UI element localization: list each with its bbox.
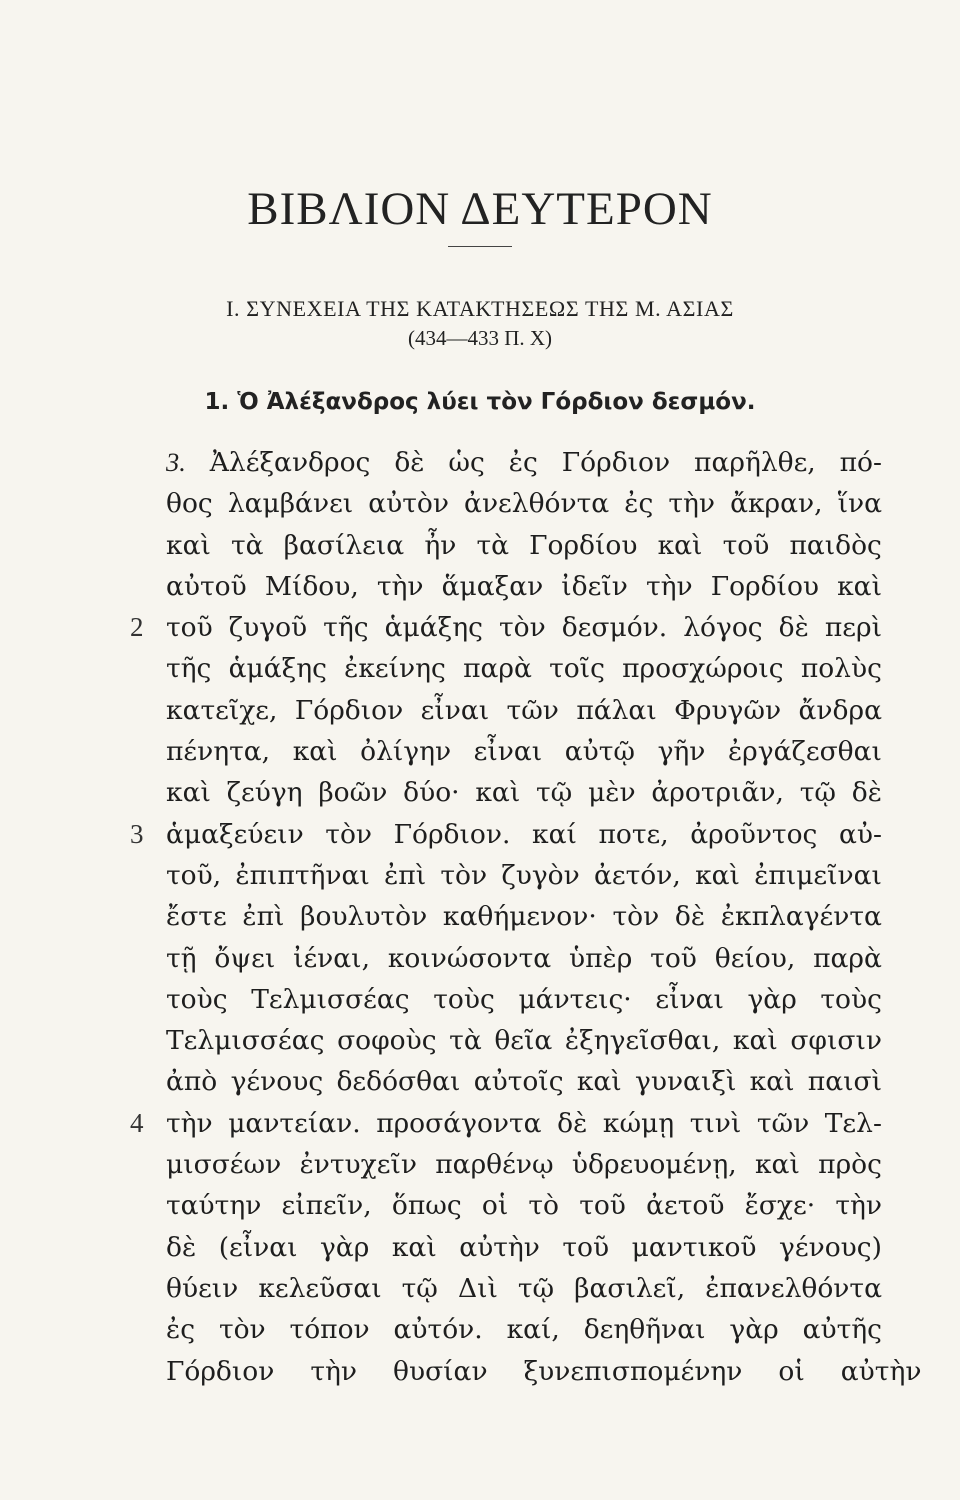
text-line [166, 1309, 882, 1350]
text-line [130, 814, 882, 855]
text-line [166, 483, 882, 524]
word: παρὰ [813, 942, 882, 974]
word: προσχώροις [622, 653, 784, 685]
word: ζυγὸν [501, 859, 580, 891]
word: ὀλίγην [360, 736, 452, 768]
word: καί [532, 818, 577, 850]
word: τοῦ [579, 1190, 626, 1222]
word: δύο· [403, 777, 460, 809]
word: παισὶ [807, 1066, 882, 1098]
word: κοινώσοντα [387, 942, 552, 974]
word: ἰδεῖν [561, 570, 628, 602]
word: ποτε, [598, 818, 669, 850]
word: τινὶ [689, 1107, 742, 1139]
word: Τελ- [824, 1107, 882, 1139]
word: ἰέναι, [293, 942, 371, 974]
word: πό- [839, 447, 882, 478]
paragraph-number: 3. [166, 447, 186, 477]
word: ἀροῦντος [690, 818, 818, 850]
word: τοῦ [650, 942, 697, 974]
word: ζεύγη [226, 777, 303, 809]
word: (εἶναι [218, 1231, 298, 1263]
word: οἱ [778, 1355, 805, 1387]
word: πένητα, [166, 736, 271, 768]
word: γένους) [779, 1231, 882, 1263]
word: αὐτὴν [840, 1355, 922, 1387]
word: καὶ [576, 1066, 622, 1098]
word: τῷ [517, 1272, 555, 1304]
word: καὶ [166, 777, 211, 809]
section-number: 2 [130, 612, 144, 643]
word: ὄψει [214, 942, 276, 974]
word: γὰρ [747, 983, 797, 1015]
word: τοῦ [722, 529, 770, 561]
word: Γόρδιον [166, 1355, 275, 1387]
text-line [166, 731, 882, 772]
word: Γόρδιον [294, 694, 404, 726]
word: τῇ [166, 942, 197, 974]
word: ἐπὶ [242, 901, 285, 933]
title-divider [448, 246, 512, 247]
word: δὲ [778, 612, 809, 644]
word: ἐκπλαγέντα [720, 901, 882, 933]
word: τῷ [401, 1272, 438, 1304]
word: καὶ [754, 1149, 800, 1181]
word: εἰπεῖν, [281, 1190, 372, 1222]
word: ταύτην [166, 1190, 262, 1222]
word: αὐτοῦ [166, 570, 247, 602]
word: τὸν [440, 859, 488, 891]
word: πάλαι [576, 694, 657, 726]
word: κώμῃ [602, 1107, 675, 1139]
word: τὴν [310, 1355, 357, 1387]
word: θεῖα [494, 1025, 553, 1057]
word: καί, [506, 1314, 560, 1346]
word: Γόρδιον [561, 447, 671, 478]
word: γένους [230, 1066, 324, 1098]
word: ἐπὶ [384, 859, 427, 891]
word: ἄνδρα [798, 694, 882, 726]
word: μάντεις· [518, 983, 632, 1015]
word: Φρυγῶν [674, 694, 782, 726]
word: παρθένῳ [435, 1149, 554, 1181]
word: ἐς [508, 447, 538, 478]
word: ἄκραν, [730, 488, 823, 520]
word: δεδόσθαι [336, 1066, 461, 1098]
word: δὲ [851, 777, 882, 809]
word: ὡς [448, 447, 485, 478]
word: θυσίαν [393, 1355, 488, 1387]
word: τοὺς [166, 983, 228, 1015]
word: ἦν [424, 529, 457, 561]
word: κατεῖχε, [166, 694, 278, 726]
word: μὲν [588, 777, 636, 809]
word: μισσέων [166, 1149, 282, 1181]
word: δεσμόν. [561, 612, 668, 644]
word: Διὶ [457, 1272, 498, 1304]
book-title: ΒΙΒΛΙΟΝ ΔΕΥΤΕΡΟΝ [247, 183, 713, 235]
word: δὲ [674, 901, 706, 933]
word: τὴν [376, 570, 424, 602]
text-line [166, 979, 882, 1020]
word: πολὺς [800, 653, 882, 685]
text-line [166, 938, 882, 979]
word: αὐτοῖς [473, 1066, 564, 1098]
text-line [166, 1061, 882, 1102]
word: καὶ [749, 1066, 795, 1098]
word: καὶ [657, 529, 703, 561]
word: Γορδίου [529, 529, 638, 561]
word: βουλυτὸν [300, 901, 428, 933]
text-line [130, 607, 882, 648]
word: ἀετόν, [594, 859, 681, 891]
text-line [166, 525, 882, 566]
word: τὴν [645, 570, 693, 602]
word: τοῖς [549, 653, 605, 685]
word: θύειν [166, 1272, 239, 1304]
word: μαντικοῦ [631, 1231, 757, 1263]
word: ἐξηγεῖσθαι, [564, 1025, 721, 1057]
section-title: Ι. ΣΥΝΕΧΕΙΑ ΤΗΣ ΚΑΤΑΚΤΗΣΕΩΣ ΤΗΣ Μ. ΑΣΙΑΣ [226, 296, 734, 321]
word: καὶ [475, 777, 521, 809]
word: σοφοὺς [337, 1025, 437, 1057]
word: τὸ [528, 1190, 560, 1222]
word: τὸν [325, 818, 373, 850]
word: εἶναι [473, 736, 543, 768]
word: τοὺς [820, 983, 882, 1015]
word: παρὰ [463, 653, 532, 685]
word: ἅμαξαν [441, 570, 544, 602]
word: δὲ [166, 1231, 197, 1263]
word: τόπον [289, 1314, 370, 1346]
text-line [166, 1185, 882, 1226]
word: ἐντυχεῖν [299, 1149, 417, 1181]
word: ἁμάξης [228, 653, 327, 685]
word: καὶ [837, 570, 882, 602]
word: θος [166, 488, 213, 520]
word: κελεῦσαι [258, 1272, 382, 1304]
text-line [166, 566, 882, 607]
word: ὑπὲρ [569, 942, 633, 974]
word: ξυνεπισπομένην [523, 1355, 743, 1387]
word: καὶ [292, 736, 338, 768]
word: αὐτὸν [368, 488, 449, 520]
word: ἐς [624, 488, 654, 520]
word: τοῦ [562, 1231, 610, 1263]
word: Γόρδιον. [393, 818, 511, 850]
word: σφισιν [790, 1025, 882, 1057]
text-line [166, 896, 882, 937]
word: παρῆλθε, [694, 447, 816, 478]
word: βοῶν [318, 777, 388, 809]
word: τῶν [506, 694, 559, 726]
text-line [166, 442, 882, 483]
word: ἐπιμεῖναι [754, 859, 882, 891]
word: τῷ [536, 777, 573, 809]
word: πρὸς [818, 1149, 882, 1181]
word: περὶ [824, 612, 882, 644]
word: αὐτῆς [802, 1314, 882, 1346]
text-line [166, 855, 882, 896]
word: θείου, [714, 942, 796, 974]
text-line [166, 690, 882, 731]
text-line [166, 1144, 882, 1185]
word: ἔσχε· [744, 1190, 816, 1222]
word: εἶναι [655, 983, 724, 1015]
word: ἁμάξης [384, 612, 483, 644]
word: Γορδίου [710, 570, 820, 602]
word: γυναιξὶ [635, 1066, 737, 1098]
text-line [166, 1268, 882, 1309]
word: γὰρ [729, 1314, 779, 1346]
word: τὰ [449, 1025, 482, 1057]
word: δὲ [394, 447, 425, 478]
text-line [166, 1227, 882, 1268]
word: ἔστε [166, 901, 227, 933]
section-number: 3 [130, 818, 144, 849]
word: τὰ [476, 529, 509, 561]
word: ἐπιπτῆναι [235, 859, 370, 891]
word: ἵνα [837, 488, 882, 520]
section-dates: (434—433 Π. Χ) [407, 326, 553, 350]
word: γὰρ [320, 1231, 370, 1263]
word: Ἀλέξανδρος [209, 447, 371, 478]
word: ἐπανελθόντα [705, 1272, 882, 1304]
word: τοῦ [166, 612, 213, 644]
section-number: 4 [130, 1107, 144, 1138]
chapter-heading: 1. Ὁ Ἀλέξανδρος λύει τὸν Γόρδιον δεσμόν. [204, 389, 756, 415]
word: καὶ [732, 1025, 778, 1057]
word: εἶναι [420, 694, 490, 726]
word: Τελμισσέας [251, 983, 410, 1015]
word: ἀπὸ [166, 1066, 218, 1098]
word: παιδὸς [789, 529, 882, 561]
word: αὐτόν. [393, 1314, 483, 1346]
word: ὑδρευομένῃ, [571, 1149, 737, 1181]
word: καὶ [695, 859, 740, 891]
word: λόγος [683, 612, 763, 644]
word: αὐ- [839, 818, 882, 850]
word: οἱ [481, 1190, 509, 1222]
word: ἐργάζεσθαι [727, 736, 882, 768]
word: ἀετοῦ [646, 1190, 725, 1222]
word: τὸν [612, 901, 660, 933]
word: τῆς [323, 612, 369, 644]
text-line [130, 1103, 882, 1144]
word: τὴν [166, 1107, 213, 1139]
word: λαμβάνει [227, 488, 354, 520]
word: προσάγοντα [376, 1107, 542, 1139]
text-line [166, 772, 882, 813]
word: δὲ [557, 1107, 588, 1139]
word: τὴν [668, 488, 715, 520]
text-line [166, 1020, 882, 1061]
word: τῷ [799, 777, 836, 809]
word: ἐκείνης [344, 653, 446, 685]
text-line [166, 648, 882, 689]
word: Τελμισσέας [166, 1025, 325, 1057]
word: καὶ [391, 1231, 437, 1263]
word: τὰ [230, 529, 264, 561]
word: τῆς [166, 653, 212, 685]
word: τὸν [218, 1314, 266, 1346]
text-line [166, 1351, 922, 1392]
word: τῶν [756, 1107, 810, 1139]
word: βασιλεῖ, [574, 1272, 686, 1304]
word: ἀνελθόντα [464, 488, 610, 520]
word: ζυγοῦ [228, 612, 308, 644]
word: τοὺς [433, 983, 495, 1015]
word: μαντείαν. [228, 1107, 361, 1139]
word: ἁμαξεύειν [166, 818, 304, 850]
body-text [130, 442, 922, 1392]
word: ἐς [166, 1314, 196, 1346]
word: ἀροτριᾶν, [651, 777, 784, 809]
word: τὸν [498, 612, 546, 644]
word: γῆν [657, 736, 706, 768]
word: ὅπως [391, 1190, 462, 1222]
word: δεηθῆναι [583, 1314, 706, 1346]
word: Μίδου, [264, 570, 359, 602]
word: τοῦ, [166, 859, 222, 891]
word: βασίλεια [283, 529, 405, 561]
word: τὴν [835, 1190, 882, 1222]
word: αὐτῷ [564, 736, 635, 768]
word: καὶ [166, 529, 211, 561]
word: αὐτὴν [459, 1231, 540, 1263]
word: καθήμενον· [442, 901, 597, 933]
